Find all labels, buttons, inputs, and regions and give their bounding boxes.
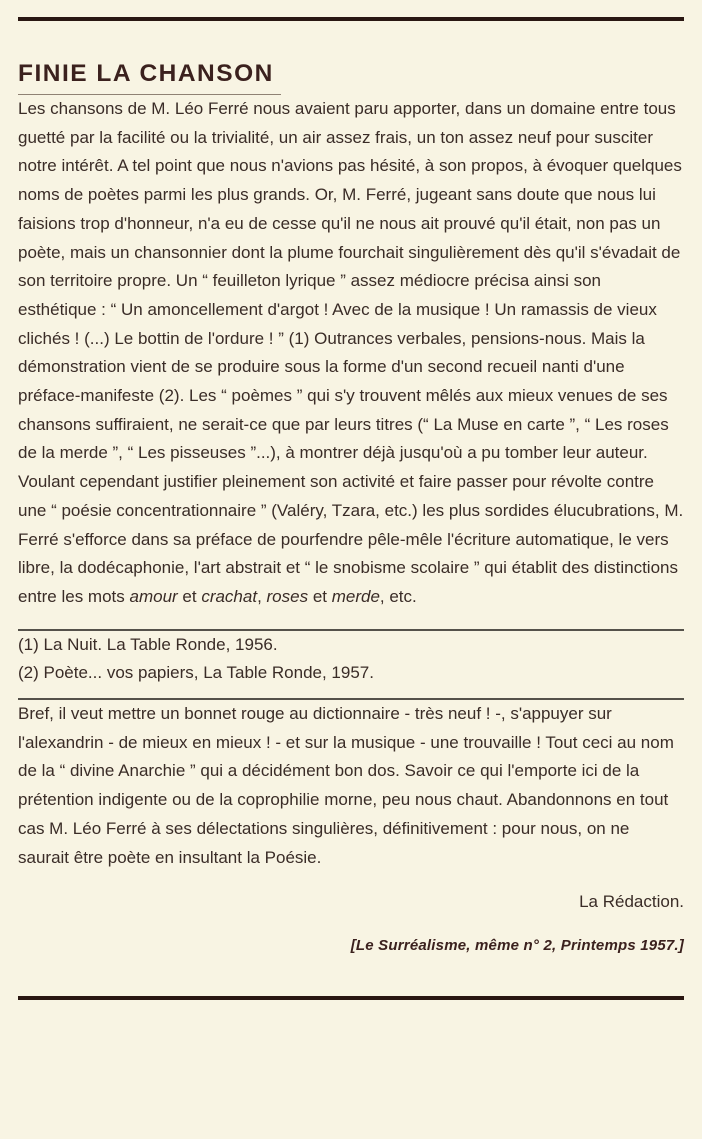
- top-rule: [18, 17, 684, 21]
- italic-word-crachat: crachat: [201, 586, 258, 606]
- footnote-2: (2) Poète... vos papiers, La Table Ronde, 1957.: [18, 663, 374, 683]
- footnote-1: (1) La Nuit. La Table Ronde, 1956.: [18, 634, 278, 654]
- article-paragraph-1: [18, 95, 684, 612]
- paragraph-1-join-1: et: [177, 586, 202, 606]
- italic-word-roses: roses: [266, 586, 309, 606]
- paragraph-1-tail: , etc.: [379, 586, 417, 606]
- bottom-rule: [18, 996, 684, 1000]
- signature: La Rédaction.: [579, 892, 684, 912]
- paragraph-1-join-2: ,: [257, 586, 267, 606]
- page-title: FINIE LA CHANSON: [18, 60, 274, 87]
- paragraph-1-join-3: et: [308, 586, 332, 606]
- source-citation: [Le Surréalisme, même n° 2, Printemps 1957.]: [350, 936, 684, 954]
- article-paragraph-2: Bref, il veut mettre un bonnet rouge au dictionnaire - très neuf ! -, s'appuyer sur l'alexandrin - de mieux en mieux ! - et sur la musique - une trouvaille ! Tout ceci au nom de la “ divine Anarchie ” qui a décidément bon dos. Savoir ce qui l'emporte ici de la prétention indigente ou de la coprophilie morne, peu nous chaut. Abandonnons en tout cas M. Léo Ferré à ses délectations singulières, définitivement : pour nous, on ne saurait être poète en insultant la Poésie.: [18, 704, 674, 867]
- italic-word-amour: amour: [129, 586, 178, 606]
- italic-word-merde: merde: [331, 586, 380, 606]
- paragraph-1-text: Les chansons de M. Léo Ferré nous avaient paru apporter, dans un domaine entre tous guetté par la facilité ou la trivialité, un air assez frais, un ton assez neuf pour susciter notre intérêt. A tel point que nous n'avions pas hésité, à son propos, à évoquer quelques noms de poètes parmi les plus grands. Or, M. Ferré, jugeant sans doute que nous lui faisions trop d'honneur, n'a eu de cesse qu'il ne nous ait prouvé qu'il était, non pas un poète, mais un chansonnier dont la plume fourchait singulièrement dès qu'il s'évadait de son territoire propre. Un “ feuilleton lyrique ” assez médiocre précisa ainsi son esthétique : “ Un amoncellement d'argot ! Avec de la musique ! Un ramassis de vieux clichés ! (...) Le bottin de l'ordure ! ” (1) Outrances verbales, pensions-nous. Mais la démonstration vient de se produire sous la forme d'un second recueil nanti d'une préface-manifeste (2). Les “ poèmes ” qui s'y trouvent mêlés aux mieux venues de ses chansons suffiraient, ne serait-ce que par leurs titres (“ La Muse en carte ”, “ Les roses de la merde ”, “ Les pisseuses ”...), à montrer déjà jusqu'où a pu tomber leur auteur. Voulant cependant justifier pleinement son activité et faire passer pour révolte contre une “ poésie concentrationnaire ” (Valéry, Tzara, etc.) les plus sordides élucubrations, M. Ferré s'efforce dans sa préface de pourfendre pêle-mêle l'écriture automatique, le vers libre, la dodécaphonie, l'art abstrait et “ le snobisme scolaire ” qui établit des distinctions entre les mots: [18, 99, 684, 606]
